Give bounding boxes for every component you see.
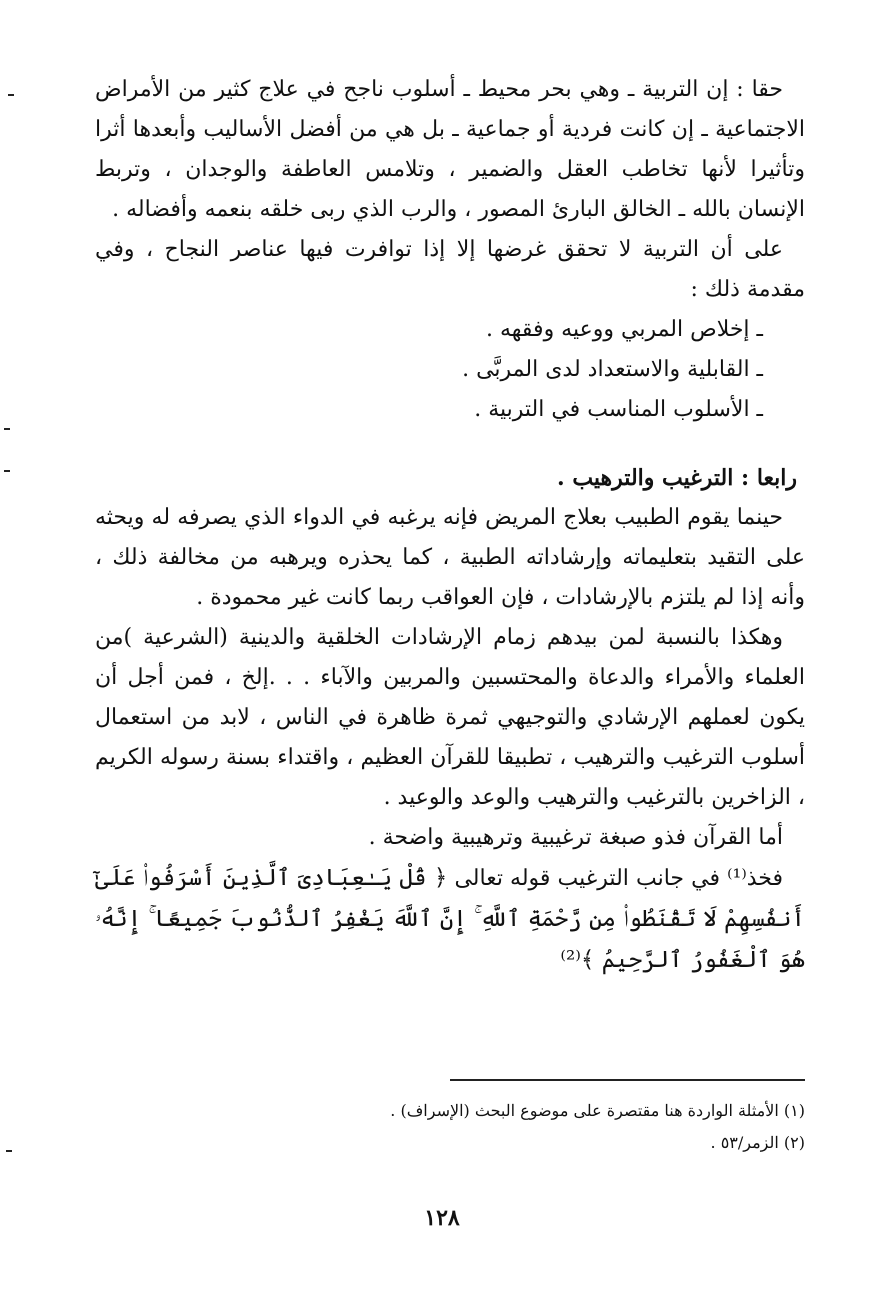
margin-mark (6, 1150, 12, 1152)
paragraph-1: حقا : إن التربية ـ وهي بحر محيط ـ أسلوب ناجح في علاج كثير من الأمراض الاجتماعية ـ إن كانت فردية أو جماعية ـ بل هي من أفضل الأساليب وأبعدها أثرا وتأثيرا لأنها تخاطب العقل والضمير ، وتلامس العاطفة والوجدان ، وتربط الإنسان بالله ـ الخالق البارئ المصور ، والرب الذي ربى خلقه بنعمه وأفضاله . (95, 77, 805, 222)
paragraph-4: وهكذا بالنسبة لمن بيدهم زمام الإرشادات الخلقية والدينية (الشرعية )من العلماء والأمراء والدعاة والمحتسبين والمربين والآباء . . .إلخ ، فمن أجل أن يكون لعملهم الإرشادي والتوجيهي ثمرة ظاهرة في الناس ، لابد من استعمال أسلوب الترغيب والترهيب ، تطبيقا للقرآن العظيم ، واقتداء بسنة رسوله الكريم ، الزاخرين بالترغيب والترهيب والوعد والوعيد . (95, 625, 805, 810)
paragraph-2: على أن التربية لا تحقق غرضها إلا إذا توافرت فيها عناصر النجاح ، وفي مقدمة ذلك : (95, 237, 805, 302)
list-item: ـ إخلاص المربي ووعيه وفقهه . (486, 317, 763, 342)
quran-paragraph (95, 858, 805, 981)
paragraph-3: حينما يقوم الطبيب بعلاج المريض فإنه يرغبه في الدواء الذي يصرفه له ويحثه على التقيد بتعليماته وإرشاداته الطبية ، كما يحذره ويرهبه من مخالفة ذلك ، وأنه إذا لم يلتزم بالإرشادات ، فإن العواقب ربما كانت غير محمودة . (95, 505, 805, 610)
section-heading: رابعا : الترغيب والترهيب . (557, 465, 797, 491)
footnote-1: (١) الأمثلة الواردة هنا مقتصرة على موضوع البحث (الإسراف) . (390, 1101, 805, 1120)
requirements-list (95, 310, 805, 430)
margin-mark (8, 94, 14, 96)
paragraph-5: أما القرآن فذو صبغة ترغيبية وترهيبية واضحة . (368, 825, 783, 850)
page-number: ١٢٨ (424, 1205, 460, 1231)
list-item: ـ الأسلوب المناسب في التربية . (474, 397, 763, 422)
quran-intro: فخذ⁽¹⁾ في جانب الترغيب قوله تعالى (454, 866, 783, 891)
footnote-2: (٢) الزمر/٥٣ . (710, 1133, 805, 1152)
footnotes (385, 1095, 805, 1159)
quran-verse: ﴿ قُلْ يَـٰعِبَادِىَ ٱلَّذِينَ أَسْرَفُوا۟ عَلَىٰٓ أَنفُسِهِمْ لَا تَقْنَطُوا۟ مِن رَّحْمَةِ ٱللَّهِ ۚ إِنَّ ٱللَّهَ يَغْفِرُ ٱلذُّنُوبَ جَمِيعًا ۚ إِنَّهُۥ هُوَ ٱلْغَفُورُ ٱلرَّحِيمُ ﴾⁽²⁾ (95, 865, 805, 973)
page-body (95, 70, 805, 981)
list-item: ـ القابلية والاستعداد لدى المربَّى . (462, 357, 763, 382)
margin-mark (4, 470, 10, 472)
footnote-divider (450, 1079, 805, 1081)
margin-mark (4, 428, 10, 430)
